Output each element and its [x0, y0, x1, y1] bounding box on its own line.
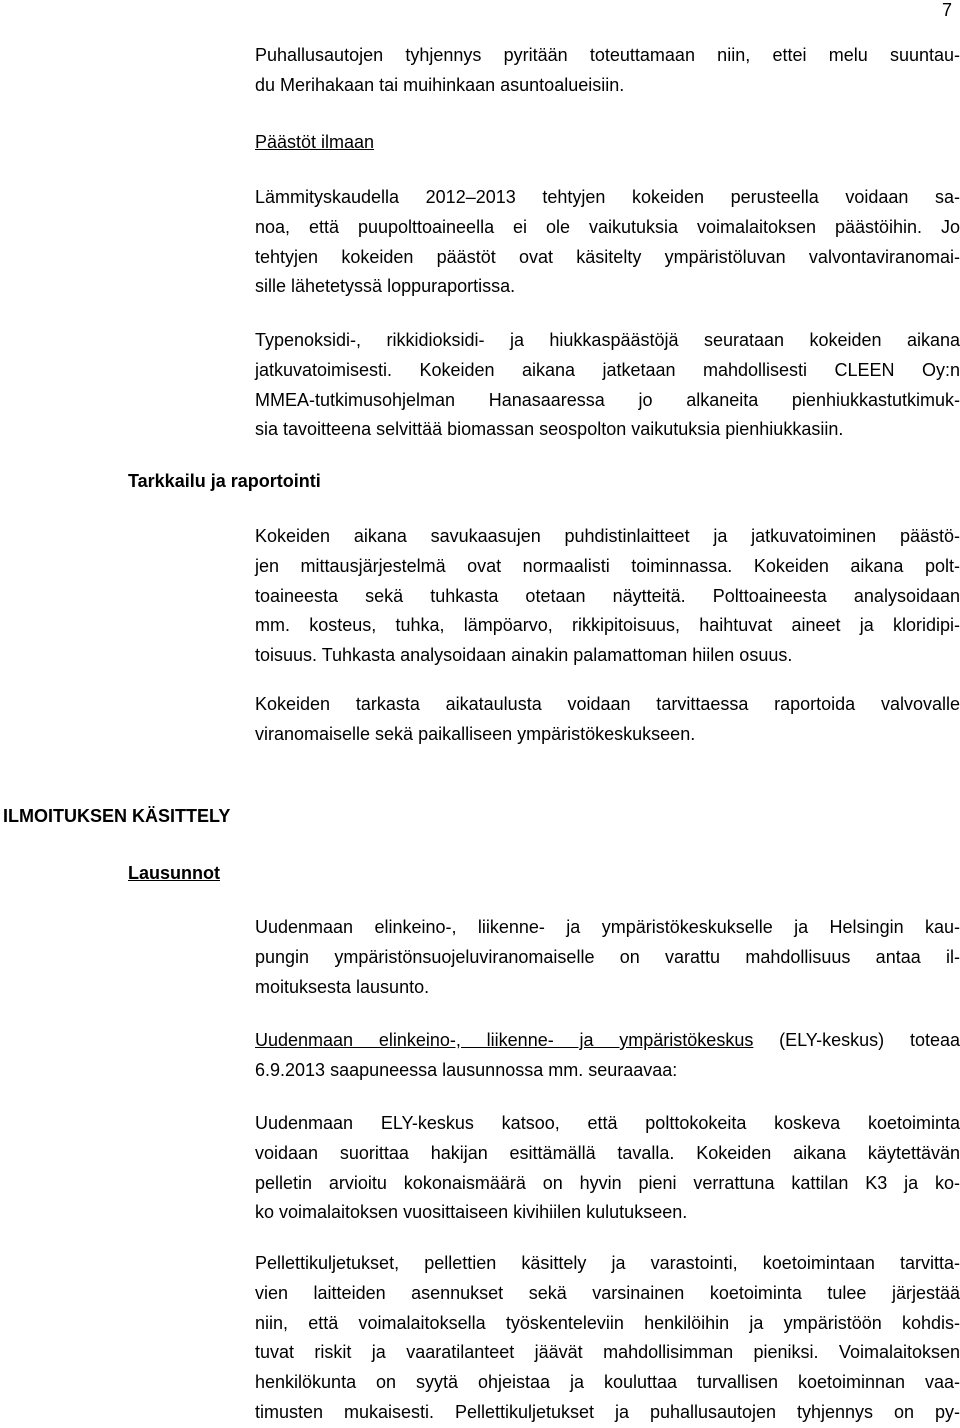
text-line: Puhallusautojen tyhjennys pyritään toteuttamaan niin, ettei melu suuntau-: [255, 45, 960, 65]
text-line: jen mittausjärjestelmä ovat normaalisti toiminnassa. Kokeiden aikana polt-: [255, 555, 960, 576]
paragraph-emission-monitoring: [255, 326, 960, 445]
text-line: Kokeiden tarkasta aikataulusta voidaan tarvittaessa raportoida valvovalle: [255, 694, 960, 714]
text-line: vien laitteiden asennukset sekä varsinainen koetoiminta tulee järjestää: [255, 1282, 960, 1303]
paragraph-flue-gas-cleaning: [255, 522, 960, 671]
text-line: moituksesta lausunto.: [255, 976, 430, 997]
text-line: voidaan suorittaa hakijan esittämällä tavalla. Kokeiden aikana käytettävän: [255, 1142, 960, 1163]
text-line: noa, että puupolttoaineella ei ole vaikutuksia voimalaitoksen päästöihin. Jo: [255, 216, 960, 237]
text-line: timusten mukaisesti. Pellettikuljetukset ja puhallusautojen tyhjennys on py-: [255, 1401, 960, 1422]
paragraph-blowing-trucks: [255, 41, 960, 101]
text-line: du Merihakaan tai muihinkaan asuntoalueisiin.: [255, 74, 625, 95]
heading-notification-processing: ILMOITUKSEN KÄSITTELY: [3, 806, 231, 826]
text-line: Uudenmaan ELY-keskus katsoo, että polttokokeita koskeva koetoiminta: [255, 1113, 960, 1133]
paragraph-heating-season-tests: [255, 183, 960, 302]
text-line: Päästöt ilmaan: [255, 132, 375, 152]
ely-centre-suffix: (ELY-keskus) toteaa: [753, 1030, 960, 1050]
text-line: Lämmityskaudella 2012–2013 tehtyjen kokeiden perusteella voidaan sa-: [255, 187, 960, 207]
text-line: viranomaiselle sekä paikalliseen ympäristökeskukseen.: [255, 723, 696, 744]
text-line: niin, että voimalaitoksella työskenteleviin henkilöihin ja ympäristöön kohdis-: [255, 1312, 960, 1333]
text-line: Kokeiden aikana savukaasujen puhdistinlaitteet ja jatkuvatoiminen päästö-: [255, 526, 960, 546]
page-number: 7: [941, 0, 952, 20]
paragraph-ely-statement-intro: [255, 1026, 960, 1086]
subheading-emissions-to-air: [255, 128, 960, 158]
heading-monitoring-and-reporting: Tarkkailu ja raportointi: [128, 471, 321, 491]
heading-statements: Lausunnot: [128, 863, 220, 883]
paragraph-ely-assessment: [255, 1109, 960, 1228]
text-line: sille lähetetyssä loppuraportissa.: [255, 276, 516, 297]
text-line: [255, 1026, 960, 1056]
paragraph-statement-request: [255, 913, 960, 1002]
text-line: Typenoksidi-, rikkidioksidi- ja hiukkaspäästöjä seurataan kokeiden aikana: [255, 330, 960, 350]
text-line: toaineesta sekä tuhkasta otetaan näytteitä. Polttoaineesta analysoidaan: [255, 585, 960, 606]
paragraph-reporting-schedule: [255, 690, 960, 750]
text-line: tehtyjen kokeiden päästöt ovat käsitelty ympäristöluvan valvontaviranomai-: [255, 246, 960, 267]
text-line: pelletin arvioitu kokonaismäärä on hyvin pieni verrattuna kattilan K3 ja ko-: [255, 1172, 960, 1193]
text-line: tuvat riskit ja vaaratilanteet jäävät mahdollisimman pieniksi. Voimalaitoksen: [255, 1342, 960, 1363]
text-line: sia tavoitteena selvittää biomassan seospolton vaikutuksia pienhiukkasiin.: [255, 419, 844, 440]
text-line: toisuus. Tuhkasta analysoidaan ainakin palamattoman hiilen osuus.: [255, 645, 793, 666]
text-line: 6.9.2013 saapuneessa lausunnossa mm. seuraavaa:: [255, 1059, 678, 1080]
paragraph-pellet-handling: [255, 1249, 960, 1428]
text-line: mm. kosteus, tuhka, lämpöarvo, rikkipitoisuus, haihtuvat aineet ja kloridipi-: [255, 615, 960, 636]
text-line: pungin ympäristönsuojeluviranomaiselle on varattu mahdollisuus antaa il-: [255, 946, 960, 967]
ely-centre-name: Uudenmaan elinkeino-, liikenne- ja ympäristökeskus: [255, 1030, 754, 1050]
text-line: jatkuvatoimisesti. Kokeiden aikana jatketaan mahdollisesti CLEEN Oy:n: [255, 359, 960, 380]
text-line: Uudenmaan elinkeino-, liikenne- ja ympäristökeskukselle ja Helsingin kau-: [255, 917, 960, 937]
text-line: Pellettikuljetukset, pellettien käsittely ja varastointi, koetoimintaan tarvitta-: [255, 1253, 960, 1273]
text-line: henkilökunta on syytä ohjeistaa ja kouluttaa turvallisen koetoiminnan vaa-: [255, 1372, 960, 1393]
text-line: MMEA-tutkimusohjelman Hanasaaressa jo alkaneita pienhiukkastutkimuk-: [255, 389, 960, 410]
text-line: ko voimalaitoksen vuosittaiseen kivihiilen kulutukseen.: [255, 1202, 688, 1223]
